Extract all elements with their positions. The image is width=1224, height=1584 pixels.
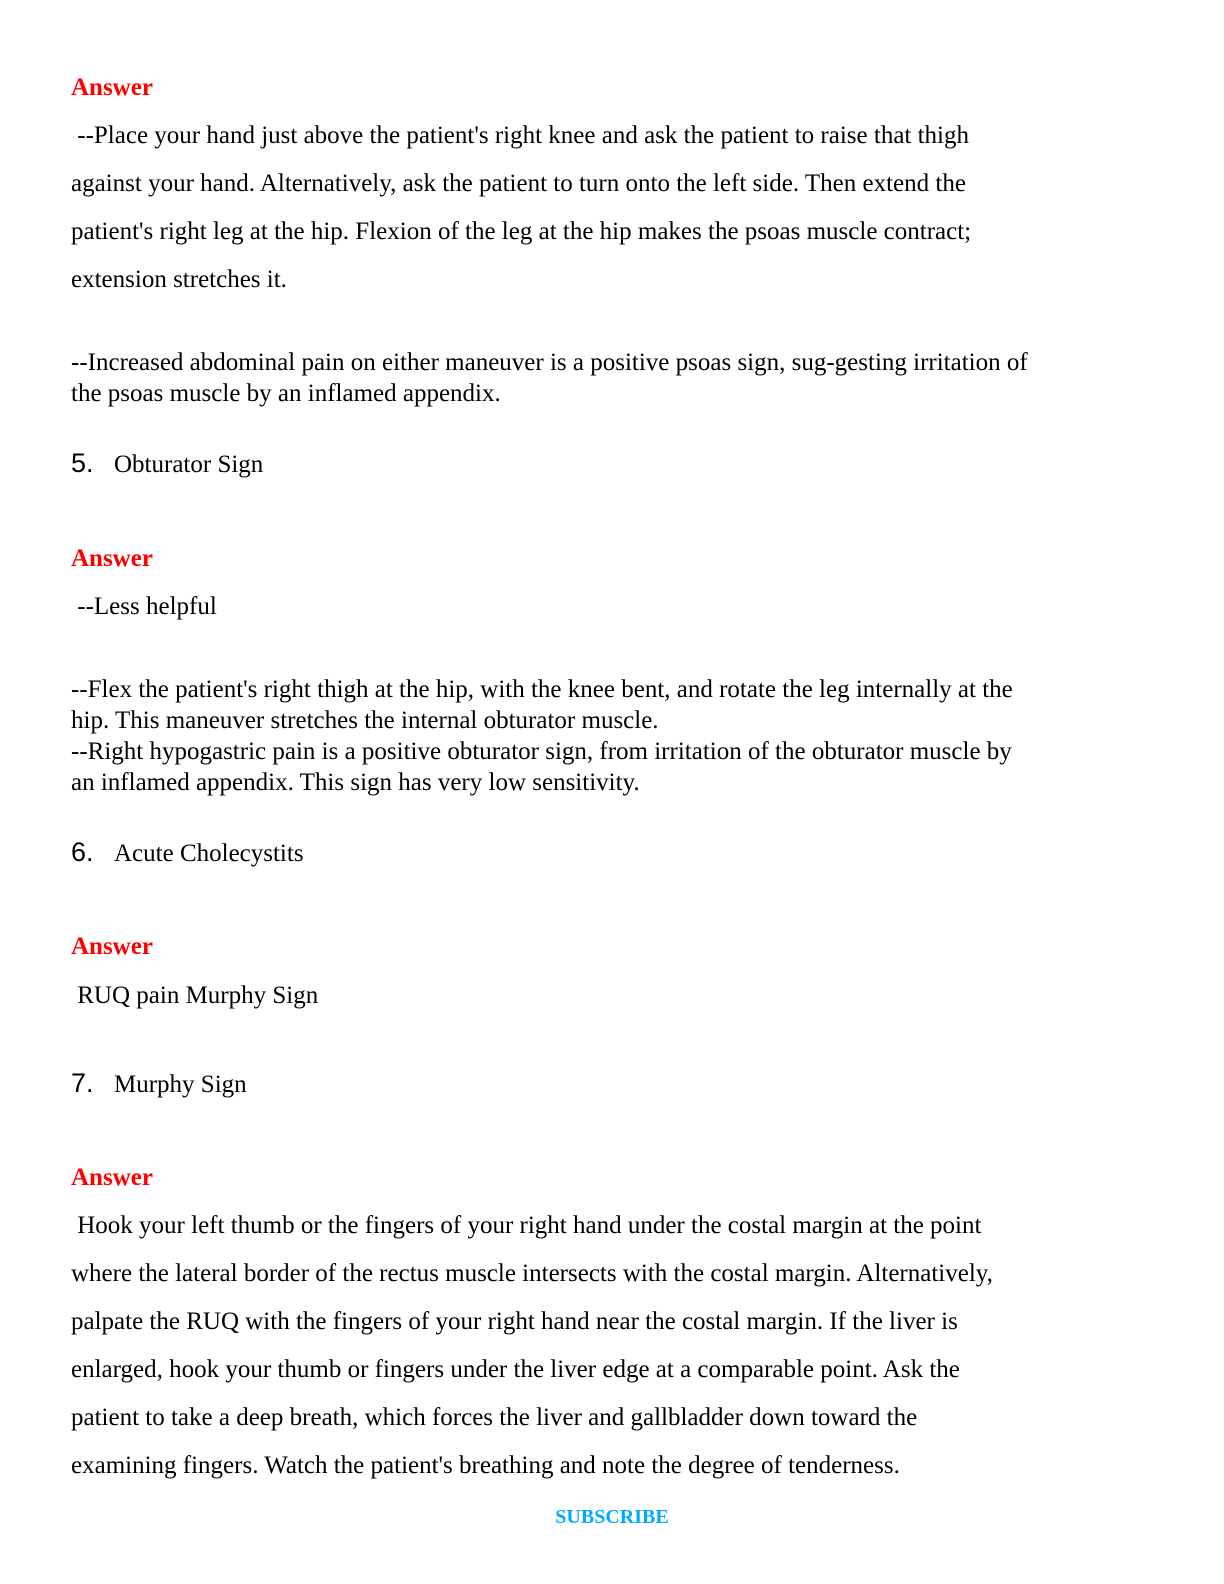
- text-line: --Flex the patient's right thigh at the hip, with the knee bent, and rotate the leg internally at the: [71, 676, 1013, 703]
- question-heading: [71, 1068, 247, 1100]
- answer-paragraph: [71, 583, 1131, 631]
- answer-paragraph: [71, 1202, 1131, 1490]
- text-line: patient to take a deep breath, which forces the liver and gallbladder down toward the: [71, 1404, 918, 1431]
- text-line: enlarged, hook your thumb or fingers under the liver edge at a comparable point. Ask the: [71, 1356, 960, 1383]
- question-title: Acute Cholecystits: [114, 840, 304, 867]
- text-line: where the lateral border of the rectus muscle intersects with the costal margin. Alternatively,: [71, 1260, 993, 1287]
- text-line: an inflamed appendix. This sign has very low sensitivity.: [71, 769, 640, 796]
- answer-heading: Answer: [71, 933, 153, 960]
- answer-paragraph: [71, 972, 1131, 1020]
- question-number: 7.: [71, 1068, 94, 1098]
- question-heading: [71, 448, 263, 480]
- text-line: --Less helpful: [71, 593, 217, 620]
- question-number: 6.: [71, 837, 94, 867]
- question-number: 5.: [71, 448, 94, 478]
- answer-paragraph: [71, 347, 1131, 409]
- question-heading: [71, 837, 304, 869]
- subscribe-link[interactable]: SUBSCRIBE: [555, 1506, 669, 1528]
- answer-paragraph: [71, 674, 1131, 798]
- answer-heading: Answer: [71, 74, 153, 101]
- text-line: RUQ pain Murphy Sign: [71, 982, 319, 1009]
- text-line: examining fingers. Watch the patient's breathing and note the degree of tenderness.: [71, 1452, 900, 1479]
- question-title: Murphy Sign: [114, 1071, 247, 1098]
- answer-heading: Answer: [71, 545, 153, 572]
- text-line: the psoas muscle by an inflamed appendix.: [71, 380, 501, 407]
- answer-paragraph: [71, 112, 1131, 304]
- text-line: --Right hypogastric pain is a positive obturator sign, from irritation of the obturator muscle by: [71, 738, 1012, 765]
- text-line: Hook your left thumb or the fingers of your right hand under the costal margin at the point: [71, 1212, 982, 1239]
- text-line: --Place your hand just above the patient's right knee and ask the patient to raise that thigh: [71, 122, 969, 149]
- question-title: Obturator Sign: [114, 451, 264, 478]
- text-line: extension stretches it.: [71, 266, 287, 293]
- text-line: patient's right leg at the hip. Flexion of the leg at the hip makes the psoas muscle contract;: [71, 218, 972, 245]
- text-line: --Increased abdominal pain on either maneuver is a positive psoas sign, sug-gesting irritation of: [71, 349, 1028, 376]
- text-line: against your hand. Alternatively, ask the patient to turn onto the left side. Then extend the: [71, 170, 966, 197]
- answer-heading: Answer: [71, 1164, 153, 1191]
- text-line: palpate the RUQ with the fingers of your right hand near the costal margin. If the liver is: [71, 1308, 958, 1335]
- text-line: hip. This maneuver stretches the internal obturator muscle.: [71, 707, 659, 734]
